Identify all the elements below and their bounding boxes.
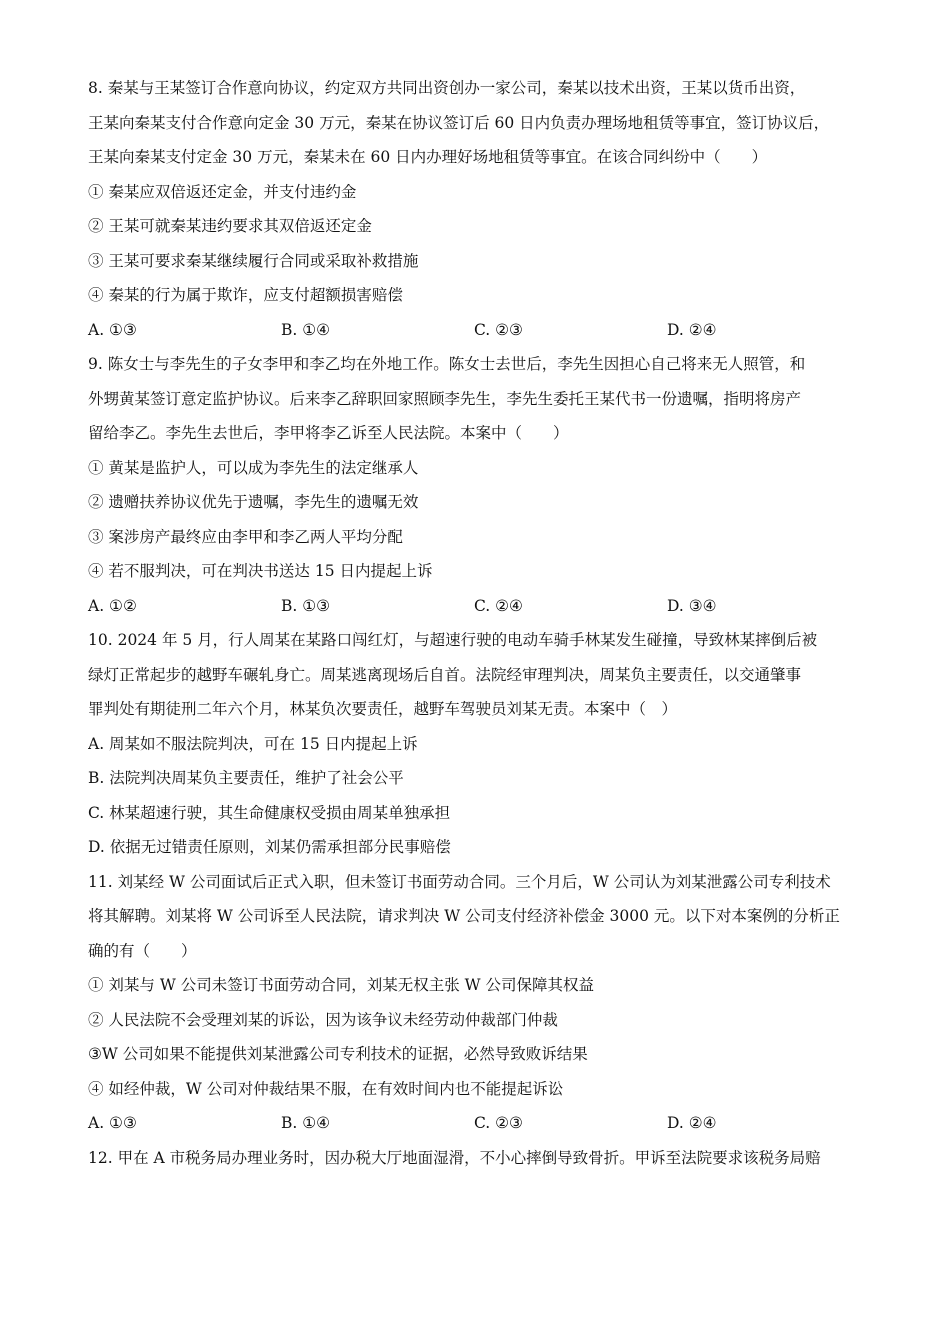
question-12 [88,1148,878,1168]
option-d: D. 依据无过错责任原则，刘某仍需承担部分民事赔偿 [88,838,451,856]
question-text: 留给李乙。李先生去世后，李甲将李乙诉至人民法院。本案中（ ） [88,424,569,442]
statement-item: ④ 若不服判决，可在判决书送达 15 日内提起上诉 [88,562,433,580]
question-text: 9. 陈女士与李先生的子女李甲和李乙均在外地工作。陈女士去世后，李先生因担心自己将来无人照管，和 [88,355,806,373]
option-a: A. 周某如不服法院判决，可在 15 日内提起上诉 [88,734,418,753]
question-8 [88,78,878,340]
question-text: 将其解聘。刘某将 W 公司诉至人民法院，请求判决 W 公司支付经济补偿金 3000 元。以下对本案例的分析正 [88,907,840,925]
question-text: 确的有（ ） [88,941,197,960]
option-b: B. 法院判决周某负主要责任，维护了社会公平 [88,769,404,787]
question-text: 8. 秦某与王某签订合作意向协议，约定双方共同出资创办一家公司，秦某以技术出资，王某以货币出资， [88,79,806,97]
statement-item: ② 王某可就秦某违约要求其双倍返还定金 [88,217,372,235]
statement-item: ③ 案涉房产最终应由李甲和李乙两人平均分配 [88,527,403,546]
question-9 [88,354,878,616]
question-text: 10. 2024 年 5 月，行人周某在某路口闯红灯，与超速行驶的电动车骑手林某发生碰撞，导致林某摔倒后被 [88,631,818,649]
option-a: A. ①③ [88,320,137,339]
question-text: 绿灯正常起步的越野车碾轧身亡。周某逃离现场后自首。法院经审理判决，周某负主要责任，以交通肇事 [88,665,802,684]
question-text: 王某向秦某支付定金 30 万元，秦某未在 60 日内办理好场地租赁等事宜。在该合同纠纷中（ ） [88,148,768,166]
option-b: B. ①④ [281,1114,331,1132]
answer-options [88,320,878,340]
statement-item: ② 人民法院不会受理刘某的诉讼，因为该争议未经劳动仲裁部门仲裁 [88,1010,558,1029]
answer-options [88,1113,878,1133]
question-text: 12. 甲在 A 市税务局办理业务时，因办税大厅地面湿滑，不小心摔倒导致骨折。甲诉至法院要求该税务局赔 [88,1148,821,1167]
question-11 [88,872,878,1134]
question-text: 罪判处有期徒刑二年六个月，林某负次要责任，越野车驾驶员刘某无责。本案中（ ） [88,700,678,718]
option-a: A. ①② [88,596,137,615]
option-b: B. ①④ [281,320,331,339]
option-c: C. ②③ [474,1114,523,1132]
statement-item: ② 遗赠扶养协议优先于遗嘱，李先生的遗嘱无效 [88,493,419,511]
option-d: D. ③④ [667,596,717,615]
question-text: 外甥黄某签订意定监护协议。后来李乙辞职回家照顾李先生，李先生委托王某代书一份遗嘱，指明将房产 [88,389,802,408]
option-d: D. ②④ [667,1114,717,1132]
option-c: C. ②④ [474,596,523,615]
option-d: D. ②④ [667,320,717,339]
statement-item: ① 刘某与 W 公司未签订书面劳动合同，刘某无权主张 W 公司保障其权益 [88,976,594,994]
statement-item: ① 黄某是监护人，可以成为李先生的法定继承人 [88,458,419,477]
question-10 [88,630,878,857]
exam-page [88,78,878,1182]
option-b: B. ①③ [281,596,331,615]
statement-item: ③W 公司如果不能提供刘某泄露公司专利技术的证据，必然导致败诉结果 [88,1045,588,1063]
question-text: 王某向秦某支付合作意向定金 30 万元，秦某在协议签订后 60 日内负责办理场地租赁等事宜，签订协议后， [88,113,830,132]
option-c: C. ②③ [474,320,523,339]
statement-item: ① 秦某应双倍返还定金，并支付违约金 [88,182,357,201]
statement-item: ④ 秦某的行为属于欺诈，应支付超额损害赔偿 [88,286,403,304]
statement-item: ④ 如经仲裁，W 公司对仲裁结果不服，在有效时间内也不能提起诉讼 [88,1079,564,1098]
option-c: C. 林某超速行驶，其生命健康权受损由周某单独承担 [88,803,451,822]
statement-item: ③ 王某可要求秦某继续履行合同或采取补救措施 [88,251,419,270]
question-text: 11. 刘某经 W 公司面试后正式入职，但未签订书面劳动合同。三个月后，W 公司认为刘某泄露公司专利技术 [88,872,831,891]
answer-options [88,596,878,616]
option-a: A. ①③ [88,1114,137,1132]
